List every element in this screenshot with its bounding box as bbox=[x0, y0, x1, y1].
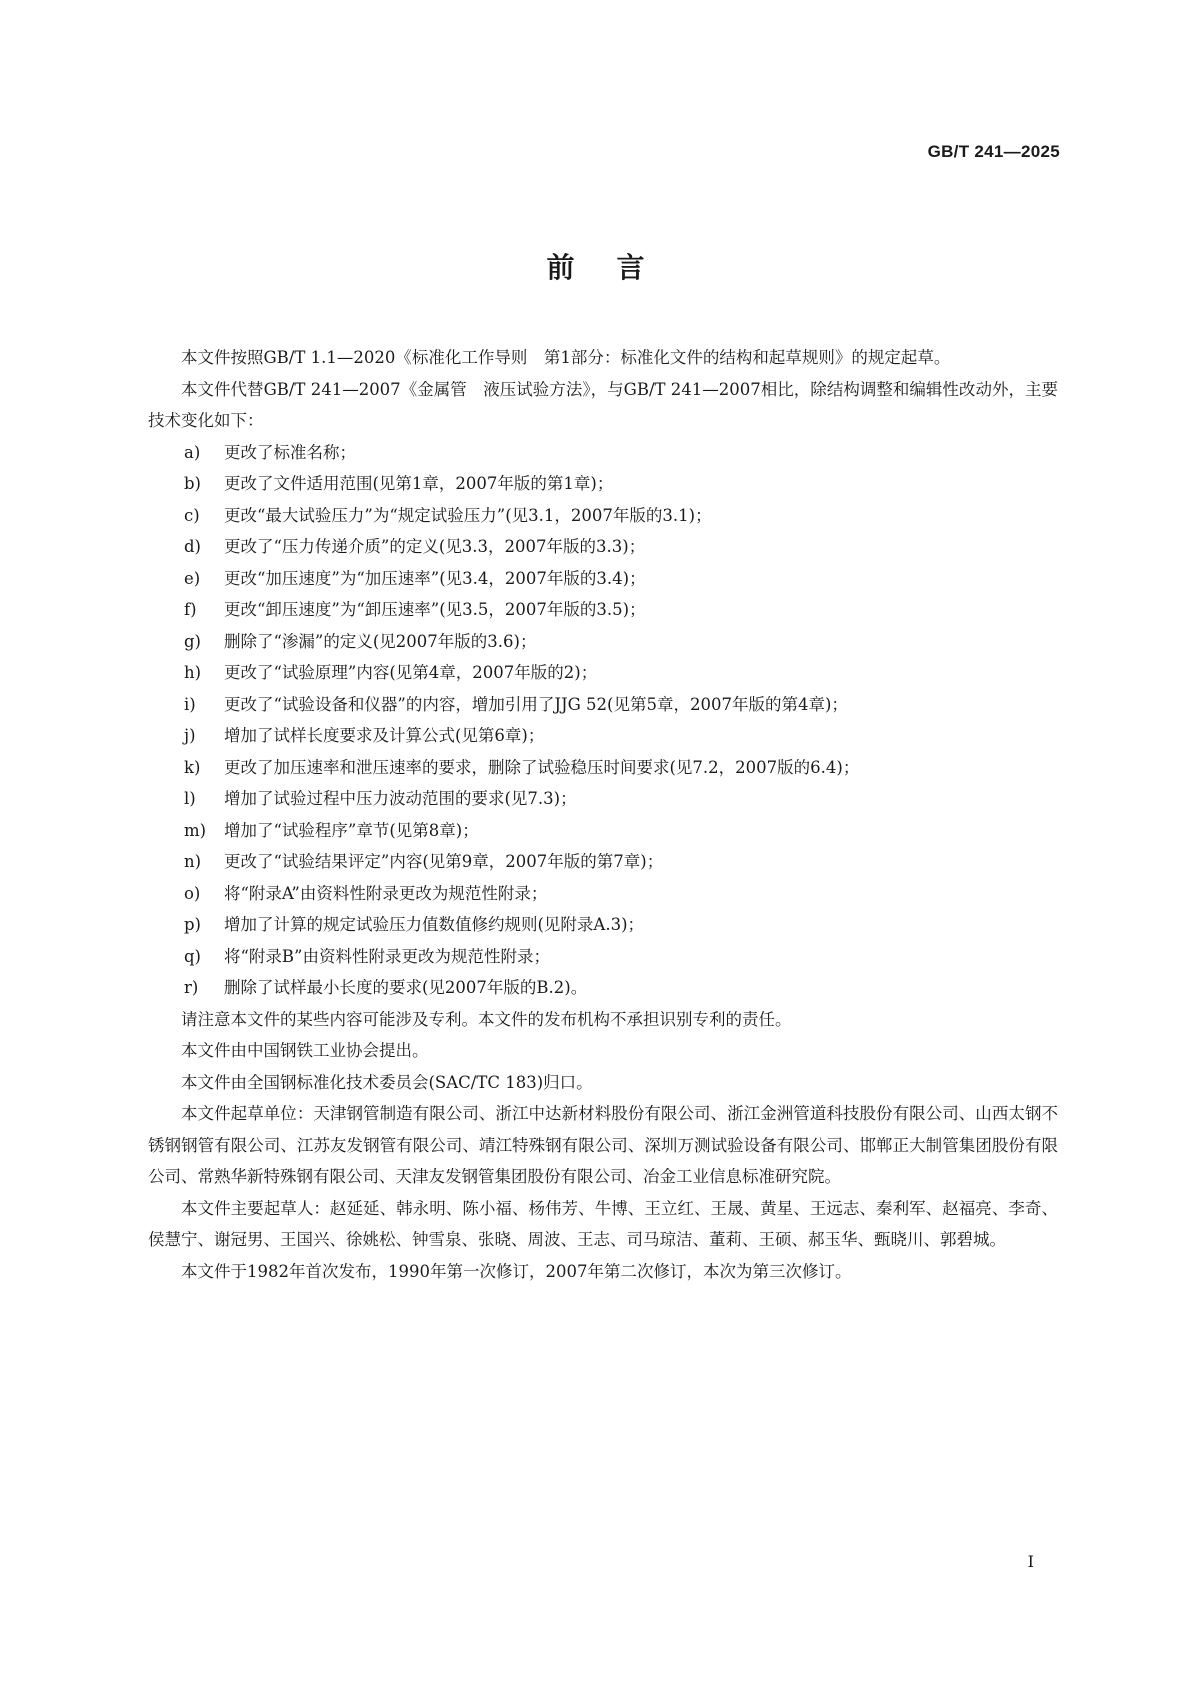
list-text: 更改了“试验结果评定”内容(见第9章，2007年版的第7章)； bbox=[224, 852, 664, 871]
list-text: 更改了标准名称； bbox=[224, 442, 356, 462]
list-marker: l) bbox=[184, 789, 196, 808]
changes-list bbox=[148, 437, 1058, 1004]
list-marker: m) bbox=[184, 820, 207, 840]
list-text: 删除了“渗漏”的定义(见2007年版的3.6)； bbox=[224, 631, 537, 651]
page-title: 前言 bbox=[546, 251, 687, 284]
list-text: 删除了试样最小长度的要求(见2007年版的B.2)。 bbox=[224, 978, 588, 997]
list-item bbox=[148, 941, 1058, 973]
list-marker: e) bbox=[184, 568, 201, 588]
list-text: 更改了“试验设备和仪器”的内容，增加引用了JJG 52(见第5章，2007年版的第4章)； bbox=[224, 694, 848, 714]
list-marker: b) bbox=[184, 474, 201, 493]
list-marker: n) bbox=[184, 852, 202, 871]
list-text: 增加了计算的规定试验压力值数值修约规则(见附录A.3)； bbox=[224, 915, 645, 934]
list-text: 更改“卸压速度”为“卸压速率”(见3.5，2007年版的3.5)； bbox=[224, 600, 646, 619]
list-marker: k) bbox=[184, 757, 201, 777]
list-text: 更改了文件适用范围(见第1章，2007年版的第1章)； bbox=[224, 474, 614, 493]
drafting-units-paragraph: 本文件起草单位：天津钢管制造有限公司、浙江中达新材料股份有限公司、浙江金洲管道科技股份有限公司、山西太钢不锈钢钢管有限公司、江苏友发钢管有限公司、靖江特殊钢有限公司、深圳万测试验设备有限公司、邯郸正大制管集团股份有限公司、常熟华新特殊钢有限公司、天津友发钢管集团股份有限公司、冶金工业信息标准研究院。 bbox=[148, 1104, 1058, 1186]
committee-paragraph: 本文件由全国钢标准化技术委员会(SAC/TC 183)归口。 bbox=[181, 1072, 593, 1092]
list-item bbox=[148, 846, 1058, 878]
list-text: 将“附录B”由资料性附录更改为规范性附录； bbox=[224, 946, 550, 966]
list-marker: j) bbox=[184, 726, 196, 745]
standard-code: GB/T 241—2025 bbox=[927, 142, 1060, 161]
list-marker: q) bbox=[184, 946, 201, 966]
paragraph: 本文件代替GB/T 241—2007《金属管 液压试验方法》，与GB/T 241—2007相比，除结构调整和编辑性改动外，主要技术变化如下： bbox=[148, 379, 1058, 430]
history-paragraph: 本文件于1982年首次发布，1990年第一次修订，2007年第二次修订，本次为第三次修订。 bbox=[181, 1261, 852, 1281]
list-item bbox=[148, 689, 1058, 721]
list-marker: c) bbox=[184, 505, 200, 525]
list-item bbox=[148, 878, 1058, 910]
list-marker: f) bbox=[184, 600, 197, 619]
paragraph: 本文件按照GB/T 1.1—2020《标准化工作导则 第1部分：标准化文件的结构和起草规则》的规定起草。 bbox=[181, 348, 951, 367]
list-text: 更改了“压力传递介质”的定义(见3.3，2007年版的3.3)； bbox=[224, 537, 646, 556]
list-text: 将“附录A”由资料性附录更改为规范性附录； bbox=[224, 883, 548, 903]
list-item bbox=[148, 437, 1058, 469]
list-item bbox=[148, 720, 1058, 752]
proposer-paragraph: 本文件由中国钢铁工业协会提出。 bbox=[181, 1041, 429, 1060]
list-item bbox=[148, 657, 1058, 689]
list-marker: r) bbox=[184, 978, 199, 997]
document-body bbox=[148, 342, 1058, 1287]
list-text: 更改了“试验原理”内容(见第4章，2007年版的2)； bbox=[224, 663, 598, 682]
drafters-paragraph: 本文件主要起草人：赵延延、韩永明、陈小福、杨伟芳、牛博、王立红、王晟、黄星、王远志、秦利军、赵福亮、李奇、侯慧宁、谢冠男、王国兴、徐姚松、钟雪泉、张晓、周波、王志、司马琼洁、董莉、王硕、郝玉华、甄晓川、郭碧城。 bbox=[148, 1198, 1058, 1249]
list-marker: h) bbox=[184, 663, 202, 682]
patent-notice: 请注意本文件的某些内容可能涉及专利。本文件的发布机构不承担识别专利的责任。 bbox=[181, 1009, 792, 1029]
page-number: I bbox=[1027, 1552, 1034, 1571]
list-marker: d) bbox=[184, 537, 201, 556]
list-text: 增加了“试验程序”章节(见第8章)； bbox=[224, 820, 479, 840]
list-marker: a) bbox=[184, 442, 201, 462]
list-item bbox=[148, 531, 1058, 563]
list-item bbox=[148, 468, 1058, 500]
list-text: 增加了试验过程中压力波动范围的要求(见7.3)； bbox=[224, 789, 577, 808]
list-marker: p) bbox=[184, 915, 201, 934]
list-item bbox=[148, 972, 1058, 1004]
list-item bbox=[148, 783, 1058, 815]
list-item bbox=[148, 563, 1058, 595]
list-item bbox=[148, 752, 1058, 784]
list-marker: g) bbox=[184, 631, 201, 651]
list-item bbox=[148, 626, 1058, 658]
list-marker: i) bbox=[184, 694, 196, 714]
list-item bbox=[148, 815, 1058, 847]
list-item bbox=[148, 500, 1058, 532]
list-text: 增加了试样长度要求及计算公式(见第6章)； bbox=[224, 726, 545, 745]
list-text: 更改“最大试验压力”为“规定试验压力”(见3.1，2007年版的3.1)； bbox=[224, 505, 712, 525]
list-text: 更改了加压速率和泄压速率的要求，删除了试验稳压时间要求(见7.2，2007版的6.4)； bbox=[224, 757, 860, 777]
list-item bbox=[148, 594, 1058, 626]
list-item bbox=[148, 909, 1058, 941]
list-marker: o) bbox=[184, 883, 201, 903]
list-text: 更改“加压速度”为“加压速率”(见3.4，2007年版的3.4)； bbox=[224, 568, 646, 588]
